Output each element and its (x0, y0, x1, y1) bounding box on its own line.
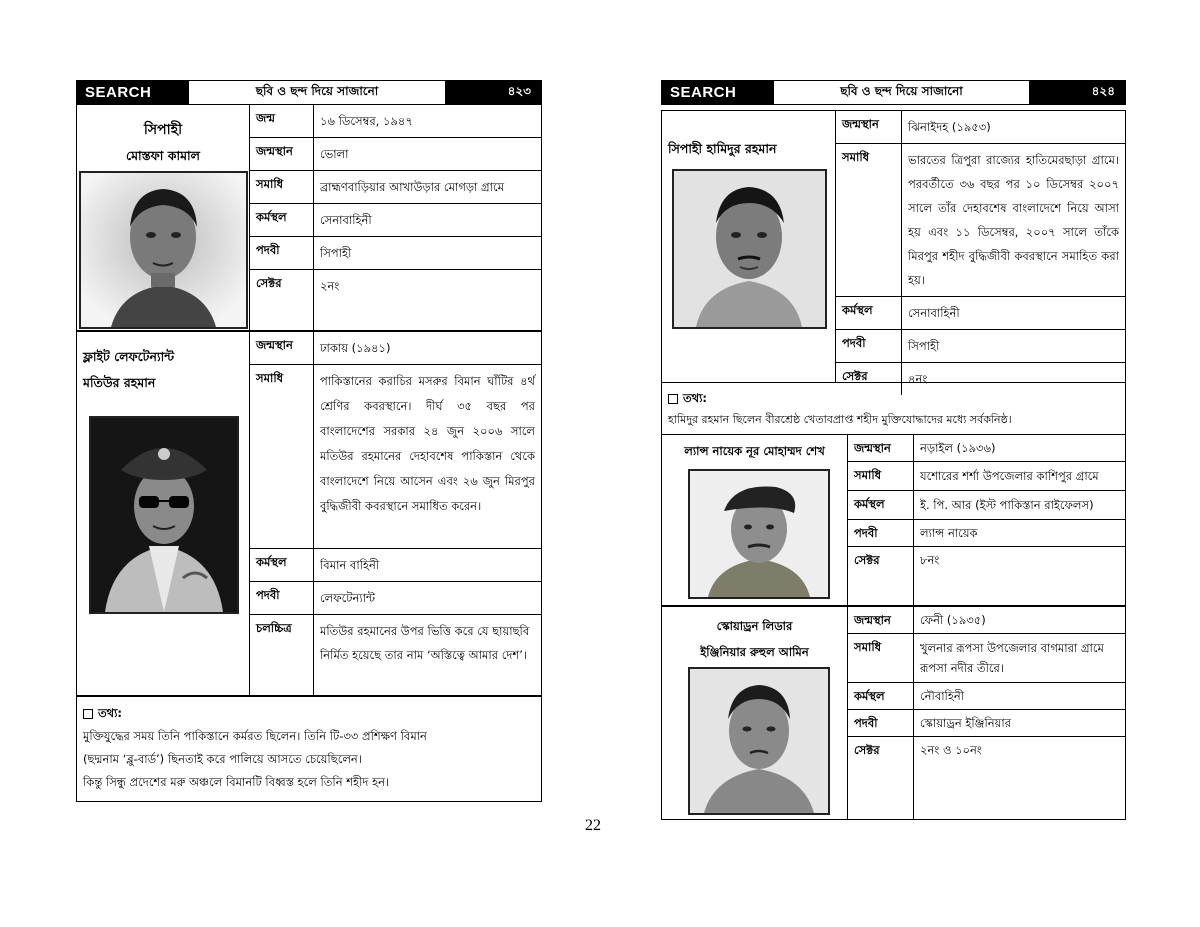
detail-key: জন্মস্থান (848, 435, 914, 461)
person-card-motiur-rahman (76, 331, 542, 696)
detail-value: ঢাকায় (১৯৪১) (320, 341, 391, 355)
person-rank: স্কোয়াড্রন লিডার (716, 619, 793, 633)
person-details (836, 111, 1125, 386)
detail-value: সিপাহী (908, 339, 940, 353)
detail-value: লেফটেন্যান্ট (320, 591, 376, 605)
header-topic: ছবি ও ছন্দ দিয়ে সাজানো (840, 83, 963, 98)
detail-value: স্কোয়াড্রন ইঞ্জিনিয়ার (920, 716, 1012, 730)
detail-key: সমাধি (250, 365, 314, 548)
detail-key: পদবী (250, 237, 314, 269)
detail-key: সেক্টর (836, 363, 902, 395)
person-card-hamidur-rahman (661, 110, 1126, 386)
detail-key: পদবী (836, 330, 902, 362)
detail-key: সেক্টর (848, 737, 914, 819)
person-details (250, 332, 541, 695)
right-page (661, 80, 1126, 820)
soldier-beret-portrait-icon (688, 469, 830, 599)
detail-key: জন্ম (250, 105, 314, 137)
detail-key: জন্মস্থান (848, 607, 914, 633)
detail-value: ভোলা (320, 147, 349, 161)
info-line: (ছদ্মনাম ‘ব্লু-বার্ড’) ছিনতাই করে পালিয়ে আসতে চেয়েছিলেন। (83, 752, 362, 766)
detail-value: নৌবাহিনী (920, 689, 965, 703)
person-name: ল্যান্স নায়েক নূর মোহাম্মদ শেখ (684, 444, 825, 458)
detail-value: ব্রাহ্মণবাড়িয়ার আখাউড়ার মোগড়া গ্রামে (320, 180, 505, 194)
person-name: সিপাহী হামিদুর রহমান (668, 141, 777, 156)
detail-value: সেনাবাহিনী (908, 306, 960, 320)
person-name: ইঞ্জিনিয়ার রুহুল আমিন (700, 645, 809, 659)
person-name: মতিউর রহমান (83, 375, 156, 390)
detail-value: ১৬ ডিসেম্বর, ১৯৪৭ (320, 114, 413, 128)
header-topic: ছবি ও ছন্দ দিয়ে সাজানো (255, 83, 379, 98)
page-number: 22 (585, 817, 601, 834)
detail-key: পদবী (250, 582, 314, 614)
search-label: SEARCH (77, 81, 189, 104)
left-page (76, 80, 542, 802)
portrait-cell (77, 332, 250, 695)
detail-key: চলচ্চিত্র (250, 615, 314, 695)
engineer-portrait-icon (688, 667, 830, 815)
checkbox-icon (668, 394, 678, 404)
person-rank: সিপাহী (143, 122, 183, 138)
detail-value: সিপাহী (320, 246, 352, 260)
detail-value: ভারতের ত্রিপুরা রাজ্যের হাতিমেরছাড়া গ্রামে। পরবর্তীতে ৩৬ বছর পর ১০ ডিসেম্বর ২০০৭ সালে তাঁর দেহাবশেষ বাংলাদেশে নিয়ে আসা হয় এবং ১১ ডিসেম্বর, ২০০৭ সালে তাঁকে মিরপুর শহীদ বুদ্ধিজীবী কবরস্থানে সমাহিত করা হয়। (908, 153, 1119, 287)
detail-value: মতিউর রহমানের উপর ভিত্তি করে যে ছায়াছবি নির্মিত হয়েছে তার নাম ‘অস্তিত্বে আমার দেশ’। (320, 624, 530, 662)
header-page-number: ৪২৩ (445, 81, 541, 104)
detail-value: ফেনী (১৯৩৫) (920, 613, 986, 627)
detail-key: কর্মস্থল (836, 297, 902, 329)
soldier-portrait-icon (79, 171, 248, 329)
detail-key: সমাধি (848, 634, 914, 682)
detail-key: সেক্টর (848, 547, 914, 605)
detail-key: কর্মস্থল (848, 491, 914, 519)
detail-key: সমাধি (848, 462, 914, 490)
detail-key: সমাধি (250, 171, 314, 203)
portrait-cell (77, 105, 250, 330)
person-name: মোস্তফা কামাল (126, 148, 200, 163)
header-page-number: ৪২৪ (1029, 81, 1125, 104)
page-header (76, 80, 542, 105)
soldier-portrait-icon (672, 169, 827, 329)
detail-value: বিমান বাহিনী (320, 558, 380, 572)
info-title: তথ্য: (98, 706, 123, 720)
detail-key: সেক্টর (250, 270, 314, 330)
detail-value: ই. পি. আর (ইস্ট পাকিস্তান রাইফেলস) (920, 498, 1094, 512)
person-card-ruhul-amin (661, 606, 1126, 820)
detail-key: কর্মস্থল (250, 204, 314, 236)
page-header (661, 80, 1126, 105)
detail-value: ২নং ও ১০নং (920, 743, 982, 757)
person-details (848, 435, 1125, 605)
person-card-mostofa-kamal (76, 105, 542, 331)
detail-value: সেনাবাহিনী (320, 213, 372, 227)
checkbox-icon (83, 709, 93, 719)
detail-key: জন্মস্থান (836, 111, 902, 143)
detail-value: ল্যান্স নায়েক (920, 526, 978, 540)
person-details (848, 607, 1125, 819)
info-line: মুক্তিযুদ্ধের সময় তিনি পাকিস্তানে কর্মরত ছিলেন। তিনি টি-৩৩ প্রশিক্ষণ বিমান (83, 729, 427, 743)
detail-value: ঝিনাইদহ (১৯৫৩) (908, 120, 991, 134)
detail-key: কর্মস্থল (848, 683, 914, 709)
detail-key: পদবী (848, 710, 914, 736)
detail-key: পদবী (848, 520, 914, 546)
info-line: কিন্তু সিন্ধু প্রদেশের মরু অঞ্চলে বিমানটি বিধ্বস্ত হলে তিনি শহীদ হন। (83, 775, 390, 789)
person-rank: ফ্লাইট লেফটেন্যান্ট (83, 349, 175, 364)
info-title: তথ্য: (683, 391, 708, 405)
detail-key: জন্মস্থান (250, 332, 314, 364)
detail-key: সমাধি (836, 144, 902, 296)
detail-value: যশোরের শর্শা উপজেলার কাশিপুর গ্রামে (920, 469, 1099, 483)
detail-value: ২নং (320, 279, 340, 293)
info-box (76, 696, 542, 802)
detail-value: ৮নং (920, 553, 940, 567)
portrait-cell (662, 607, 848, 819)
person-card-nur-mohammad-sheikh (661, 435, 1126, 606)
search-label: SEARCH (662, 81, 774, 104)
detail-value: ৪নং (908, 372, 928, 386)
detail-key: কর্মস্থল (250, 549, 314, 581)
portrait-cell (662, 435, 848, 605)
detail-value: খুলনার রূপসা উপজেলার বাগমারা গ্রামে রূপসা নদীর তীরে। (920, 641, 1104, 675)
detail-key: জন্মস্থান (250, 138, 314, 170)
portrait-cell (662, 111, 836, 382)
person-details (250, 105, 541, 330)
info-line: হামিদুর রহমান ছিলেন বীরশ্রেষ্ঠ খেতাবপ্রাপ্ত শহীদ মুক্তিযোদ্ধাদের মধ্যে সর্বকনিষ্ঠ। (668, 413, 1012, 426)
pilot-portrait-icon (89, 416, 239, 614)
detail-value: পাকিস্তানের করাচির মসরুর বিমান ঘাঁটির ৪র্থ শ্রেণির কবরস্থানে। দীর্ঘ ৩৫ বছর পর বাংলাদেশের সরকার ২৪ জুন ২০০৬ সালে মতিউর রহমানের দেহাবশেষ পাকিস্তান থেকে বাংলাদেশে নিয়ে আসেন এবং ২৬ জুন মিরপুর বুদ্ধিজীবী কবরস্থানে সমাধিত করেন। (320, 374, 535, 513)
detail-value: নড়াইল (১৯৩৬) (920, 441, 996, 455)
